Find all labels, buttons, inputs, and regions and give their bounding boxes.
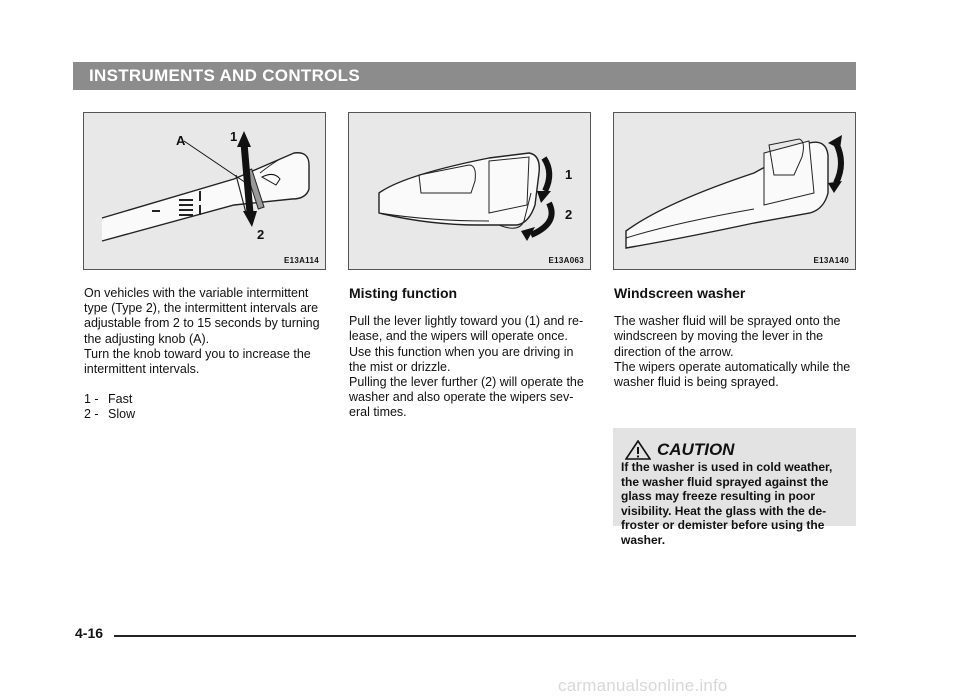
list-item-fast (84, 392, 327, 407)
callout-2: 2 (565, 207, 573, 222)
watermark: carmanualsonline.info (558, 676, 728, 695)
wiper-lever-illustration (84, 113, 326, 270)
section-header-bar (73, 62, 856, 90)
page-number: 4-16 (75, 625, 104, 641)
paragraph: The wipers operate automatically while the washer fluid is being sprayed. (614, 359, 851, 390)
callout-1: 1 (565, 167, 573, 182)
callout-a: A (176, 133, 186, 148)
column-intermittent (84, 286, 327, 423)
list-item-slow (84, 407, 327, 422)
section-title: INSTRUMENTS AND CONTROLS (89, 66, 361, 85)
figure-misting-lever (348, 112, 591, 270)
column-washer (614, 286, 857, 390)
paragraph: The washer fluid will be sprayed onto the windscreen by moving the lever in the direction of the arrow. (614, 314, 841, 359)
caution-box (613, 428, 856, 547)
paragraph: Pull the lever lightly toward you (1) and re-lease, and the wipers will operate once. Use this function when you are driving in the mist or drizzle. (349, 314, 584, 374)
paragraph: Pulling the lever further (2) will operate the washer and also operate the wipers sev-eral times. (349, 375, 584, 420)
paragraph: On vehicles with the variable intermittent type (Type 2), the intermittent intervals are adjustable from 2 to 15 seconds by turning the adjusting knob (A). (84, 286, 320, 346)
speed-list (84, 392, 327, 422)
list-label: Fast (108, 392, 133, 407)
figure-code: E13A140 (813, 256, 849, 265)
paragraph: Turn the knob toward you to increase the intermittent intervals. (84, 346, 311, 377)
column-misting (349, 286, 592, 421)
figure-washer-lever (613, 112, 856, 270)
callout-1: 1 (230, 129, 238, 144)
washer-lever-illustration (614, 113, 856, 270)
callout-2: 2 (257, 227, 265, 242)
list-num: 1 - (84, 392, 99, 407)
figure-intermittent-knob (83, 112, 326, 270)
caution-text: If the washer is used in cold weather, the washer fluid sprayed against the glass may freeze resulting in poor visibility. Heat the glass with the de-froster or demister before using the washer. (621, 460, 833, 547)
figure-code: E13A114 (283, 256, 319, 265)
caution-title: CAUTION (657, 440, 735, 459)
section-heading: Windscreen washer (614, 285, 746, 301)
warning-triangle-icon (625, 440, 651, 460)
list-label: Slow (108, 407, 136, 422)
figure-code: E13A063 (548, 256, 584, 265)
misting-lever-illustration (349, 113, 591, 270)
section-heading: Misting function (349, 285, 458, 301)
footer-rule (114, 635, 856, 637)
list-num: 2 - (84, 407, 99, 422)
